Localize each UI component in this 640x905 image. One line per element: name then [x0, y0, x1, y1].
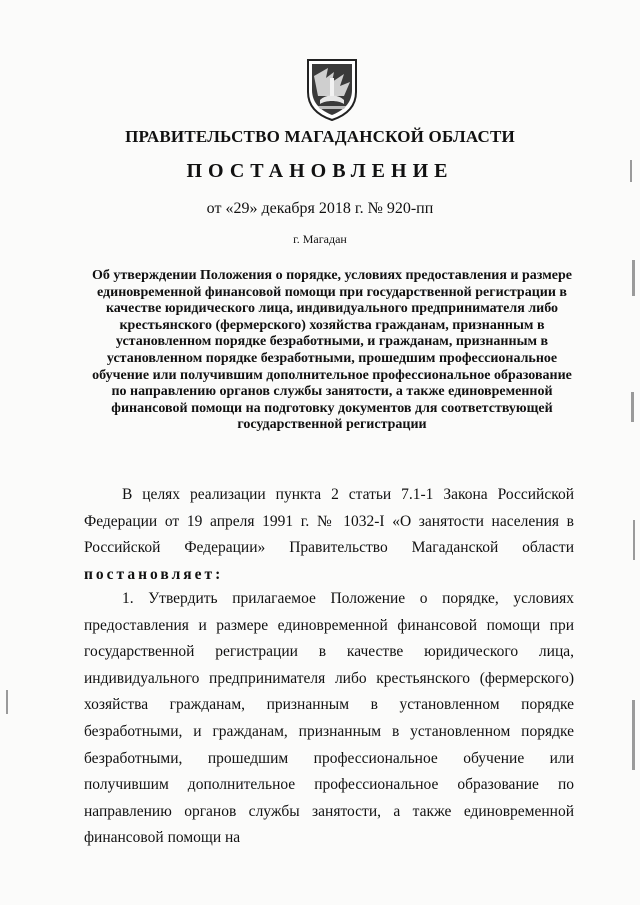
preamble-text: В целях реализации пункта 2 статьи 7.1-1 Закона Российской Федерации от 19 апреля 1991 г. № 1032-I «О занятости населения в Российской Федерации» Правительство Магаданской области	[84, 486, 574, 557]
scan-artifact	[632, 700, 635, 770]
scan-artifact	[633, 520, 635, 560]
document-type: ПОСТАНОВЛЕНИЕ	[186, 160, 454, 182]
preamble-paragraph	[84, 482, 574, 588]
coat-of-arms-emblem	[304, 56, 360, 122]
document-subject: Об утверждении Положения о порядке, условиях предоставления и размере единовременной финансовой помощи при государственной регистрации в качестве юридического лица, индивидуального предпринимателя либо крестьянского (фермерского) хозяйства гражданам, признанным в установленном порядке безработными, и гражданам, признанным в установленном порядке безработными, прошедшим профессиональное обучение или получившим дополнительное профессиональное образование по направлению органов службы занятости, а также единовременной финансовой помощи на подготовку документов для соответствующей государственной регистрации	[92, 268, 572, 433]
scan-artifact	[632, 260, 635, 296]
scan-artifact	[631, 392, 634, 422]
decree-word: постановляет:	[84, 565, 224, 583]
item-1-paragraph	[84, 586, 574, 852]
document-date-number: от «29» декабря 2018 г. № 920-пп	[206, 200, 434, 217]
document-city: г. Магадан	[293, 232, 347, 246]
item-1-text: 1. Утвердить прилагаемое Положение о порядке, условиях предоставления и размере единовременной финансовой помощи при государственной регистрации в качестве юридического лица, индивидуального предпринимателя либо крестьянского (фермерского) хозяйства гражданам, признанным в установленном порядке безработными, и гражданам, признанным в установленном порядке безработными, прошедшим профессиональное обучение или получившим дополнительное профессиональное образование по направлению органов службы занятости, а также единовременной финансовой помощи на	[84, 590, 574, 847]
government-title: ПРАВИТЕЛЬСТВО МАГАДАНСКОЙ ОБЛАСТИ	[125, 127, 515, 146]
scan-artifact	[6, 690, 8, 714]
